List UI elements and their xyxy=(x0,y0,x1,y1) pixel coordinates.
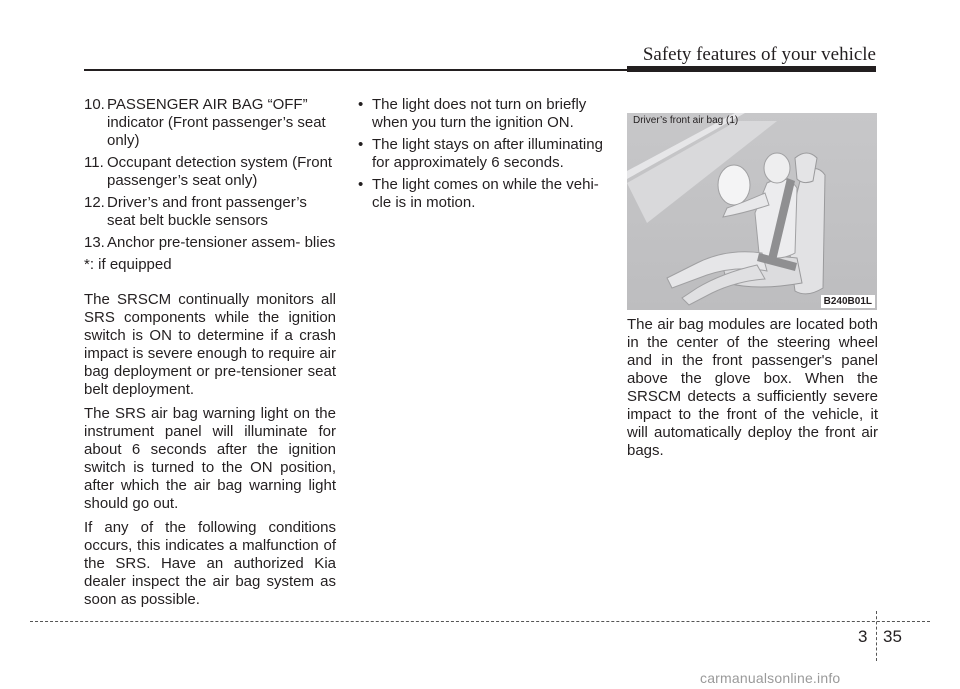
bullet-text: The light does not turn on briefly when you turn the ignition ON. xyxy=(372,96,587,131)
header-rule-accent xyxy=(627,66,876,72)
list-item xyxy=(356,96,608,132)
list-item xyxy=(356,136,608,172)
paragraph: The SRS air bag warning light on the instrument panel will illuminate for about 6 seconds after the ignition switch is turned to the ON position, after which the air bag warning light should go out. xyxy=(84,405,336,512)
page-number: 35 xyxy=(883,627,902,646)
item-text: Occupant detection system (Front passenger’s seat only) xyxy=(107,154,333,189)
paragraph: If any of the following conditions occurs, this indicates a malfunction of the SRS. Have an authorized Kia dealer inspect the air bag system as soon as possible. xyxy=(84,519,336,608)
head-shape xyxy=(764,153,790,183)
item-number: 13. xyxy=(84,234,105,251)
headrest-shape xyxy=(795,153,817,183)
item-text: PASSENGER AIR BAG “OFF” indicator (Front passenger’s seat only) xyxy=(107,96,326,149)
airbag-shape xyxy=(718,165,750,205)
bullet-text: The light stays on after illuminating for approximately 6 seconds. xyxy=(372,136,603,171)
item-text: Driver’s and front passenger’s seat belt buckle sensors xyxy=(107,194,307,229)
item-number: 12. xyxy=(84,194,105,211)
paragraph: The SRSCM continually monitors all SRS components while the ignition switch is ON to determine if a crash impact is severe enough to require air bag deployment or pre-tensioner seat belt deployment. xyxy=(84,291,336,398)
driver-airbag-figure xyxy=(627,113,877,310)
driver-airbag-illustration-icon xyxy=(627,113,877,310)
bullet-icon: • xyxy=(358,96,364,113)
list-item xyxy=(84,154,336,190)
chapter-number: 3 xyxy=(858,627,868,646)
list-item xyxy=(84,96,336,150)
bullet-icon: • xyxy=(358,136,364,153)
footer-divider xyxy=(30,621,930,622)
item-text: Anchor pre-tensioner assem- blies xyxy=(107,234,336,251)
watermark: carmanualsonline.info xyxy=(700,670,841,686)
middle-column xyxy=(356,96,608,216)
bullet-text: The light comes on while the vehi- cle is in motion. xyxy=(372,176,599,211)
item-number: 10. xyxy=(84,96,105,113)
right-column xyxy=(627,316,878,460)
item-number: 11. xyxy=(84,154,104,171)
header-title: Safety features of your vehicle xyxy=(642,44,876,65)
figure-code: B240B01L xyxy=(821,295,875,308)
paragraph: The air bag modules are located both in the center of the steering wheel and in the front passenger's panel above the glove box. When the SRSCM detects a sufficiently severe impact to the front of the vehicle, it will automatically deploy the front air bags. xyxy=(627,316,878,459)
bullet-icon: • xyxy=(358,176,364,193)
list-item xyxy=(84,234,336,252)
footnote: *: if equipped xyxy=(84,256,172,273)
figure-caption: Driver’s front air bag (1) xyxy=(633,115,739,126)
list-item xyxy=(356,176,608,212)
left-column xyxy=(84,96,336,615)
list-item xyxy=(84,194,336,230)
footer-vertical-divider xyxy=(876,611,877,661)
